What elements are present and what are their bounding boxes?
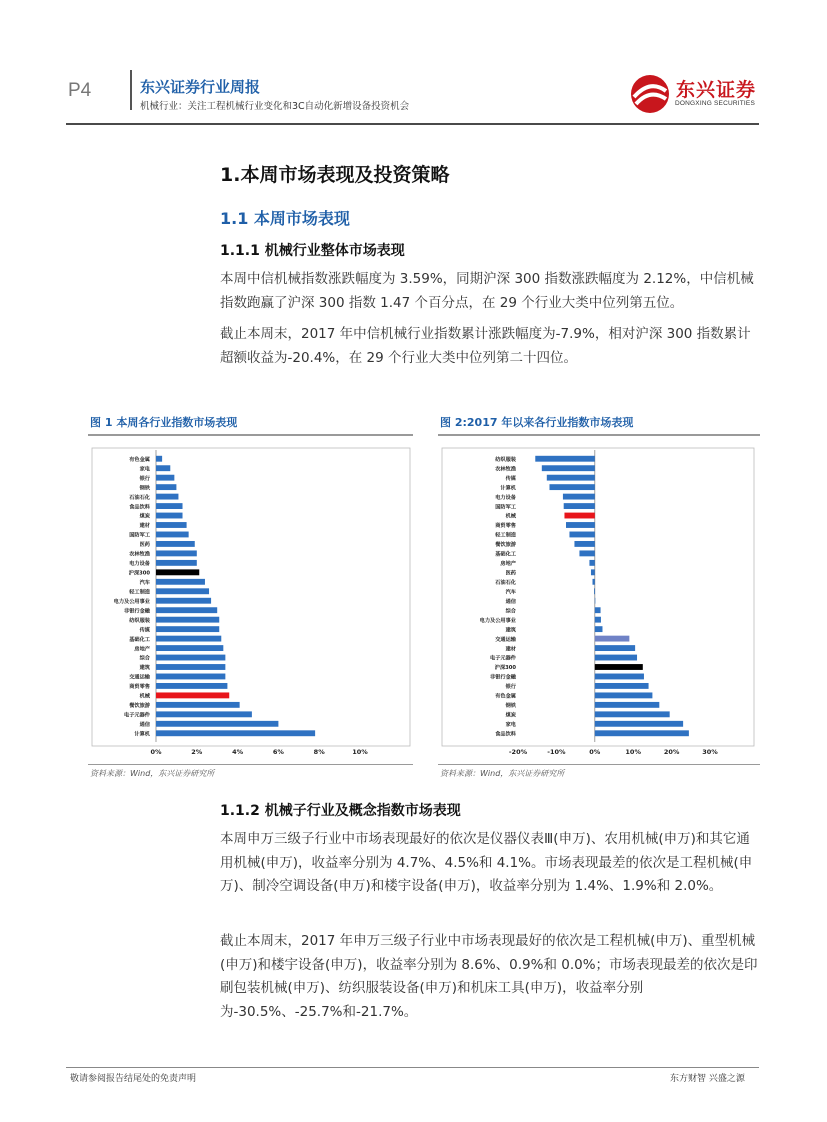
figure-1-svg xyxy=(88,440,418,760)
paragraph xyxy=(220,930,760,1024)
chart1-bar-27 xyxy=(156,711,252,717)
chart2-bar-21 xyxy=(595,655,637,661)
chart1-bar-8 xyxy=(156,532,189,538)
chart2-category-label: 基础化工 xyxy=(495,551,516,558)
paragraph xyxy=(220,828,760,899)
chart1-category-label: 沪深300 xyxy=(128,570,150,577)
chart2-bar-16 xyxy=(595,607,601,613)
header-divider xyxy=(130,70,132,110)
chart1-bar-10 xyxy=(156,550,197,556)
chart2-bar-5 xyxy=(564,503,595,509)
chart2-category-label: 轻工制造 xyxy=(495,532,516,539)
chart2-x-tick-label: 30% xyxy=(702,748,718,756)
chart2-bar-2 xyxy=(547,475,595,481)
chart1-category-label: 通信 xyxy=(139,722,150,728)
chart2-bar-10 xyxy=(579,550,594,556)
chart2-category-label: 国防军工 xyxy=(495,504,516,511)
chart1-category-label: 基础化工 xyxy=(129,636,150,643)
chart1-bar-26 xyxy=(156,702,240,708)
chart1-category-label: 纺织服装 xyxy=(129,617,150,624)
chart1-category-label: 机械 xyxy=(139,693,150,700)
paragraph-text: 截止本周末，2017 年中信机械行业指数累计涨跌幅度为-7.9%，相对沪深 300 指数累计超额收益为-20.4%，在 29 个行业大类中位列第二十四位。 xyxy=(220,326,751,366)
chart2-x-tick-label: 0% xyxy=(589,748,601,756)
chart1-bar-9 xyxy=(156,541,195,547)
paragraph xyxy=(220,268,760,315)
chart2-bar-9 xyxy=(574,541,594,547)
chart2-category-label: 农林牧渔 xyxy=(495,466,516,473)
chart2-bar-23 xyxy=(595,674,644,680)
footer-disclaimer: 敬请参阅报告结尾处的免责声明 xyxy=(70,1074,197,1084)
figure-2-svg xyxy=(438,440,760,760)
plot-frame xyxy=(92,448,410,746)
figure-2-chart xyxy=(438,440,760,760)
chart1-bar-23 xyxy=(156,674,225,680)
chart1-x-tick-label: 0% xyxy=(150,748,162,756)
chart2-category-label: 有色金属 xyxy=(495,693,516,700)
chart1-category-label: 餐饮旅游 xyxy=(129,703,150,710)
chart2-x-tick-label: 10% xyxy=(625,748,641,756)
chart1-bar-22 xyxy=(156,664,225,670)
paragraph-text: 本周中信机械指数涨跌幅度为 3.59%，同期沪深 300 指数涨跌幅度为 2.12%，中信机械指数跑赢了沪深 300 指数 1.47 个百分点，在 29 个行业大类中位列第五位。 xyxy=(220,271,754,311)
chart2-category-label: 餐饮旅游 xyxy=(495,542,516,549)
chart2-category-label: 医药 xyxy=(505,570,516,577)
chart1-category-label: 食品饮料 xyxy=(129,504,150,511)
chart1-bar-4 xyxy=(156,494,178,500)
chart2-category-label: 建筑 xyxy=(505,627,516,634)
chart1-bar-24 xyxy=(156,683,227,689)
chart1-category-label: 电力设备 xyxy=(129,561,150,568)
chart1-bar-2 xyxy=(156,475,174,481)
report-subtitle: 机械行业：关注工程机械行业变化和3C自动化新增设备投资机会 xyxy=(140,101,410,112)
chart2-category-label: 商贸零售 xyxy=(495,523,516,530)
chart2-bar-12 xyxy=(591,569,595,575)
chart1-category-label: 家电 xyxy=(139,466,150,473)
section-heading-1-1-1: 1.1.1 机械行业整体市场表现 xyxy=(220,243,405,259)
chart1-bar-13 xyxy=(156,579,205,585)
chart2-bar-13 xyxy=(592,579,594,585)
chart1-category-label: 建筑 xyxy=(139,665,150,672)
chart2-category-label: 综合 xyxy=(505,608,516,615)
chart2-bar-18 xyxy=(595,626,603,632)
chart1-category-label: 国防军工 xyxy=(129,532,150,539)
chart1-category-label: 非银行金融 xyxy=(124,608,150,615)
chart2-category-label: 计算机 xyxy=(500,485,516,492)
chart2-x-tick-label: -20% xyxy=(508,748,528,756)
chart1-bar-20 xyxy=(156,645,223,651)
chart2-category-label: 汽车 xyxy=(505,589,516,596)
chart1-category-label: 传媒 xyxy=(139,627,150,634)
chart2-bar-25 xyxy=(595,692,653,698)
figure-2-bottom-rule xyxy=(438,764,760,765)
figure-1-top-rule xyxy=(88,434,413,436)
chart2-x-tick-label: -10% xyxy=(547,748,566,756)
chart2-bar-26 xyxy=(595,702,660,708)
chart1-x-tick-label: 10% xyxy=(352,748,368,756)
chart1-category-label: 电子元器件 xyxy=(124,712,150,719)
chart2-bar-4 xyxy=(563,494,595,500)
chart2-bar-19 xyxy=(595,636,630,642)
chart1-category-label: 汽车 xyxy=(139,580,150,586)
chart1-category-label: 轻工制造 xyxy=(129,589,150,596)
chart2-category-label: 电子元器件 xyxy=(490,655,516,662)
footer-slogan: 东方财智 兴盛之源 xyxy=(670,1074,745,1084)
figure-1-chart xyxy=(88,440,418,760)
figure-1-bottom-rule xyxy=(88,764,413,765)
chart1-x-tick-label: 4% xyxy=(232,748,244,756)
chart1-bar-11 xyxy=(156,560,197,566)
logo-text-cn: 东兴证券 xyxy=(676,79,757,101)
chart2-category-label: 房地产 xyxy=(500,561,516,568)
chart1-bar-7 xyxy=(156,522,187,528)
chart1-category-label: 电力及公用事业 xyxy=(113,598,150,605)
chart2-bar-0 xyxy=(535,456,595,462)
paragraph-text: 本周申万三级子行业中市场表现最好的依次是仪器仪表Ⅲ(申万)、农用机械(申万)和其它通用机械(申万)，收益率分别为 4.7%、4.5%和 4.1%。市场表现最差的依次是工程机械(申万)、制冷空调设备(申万)和楼宇设备(申万)，收益率分别为 1.4%、1.9%和 2.0%。 xyxy=(220,831,753,894)
chart2-bar-15 xyxy=(595,598,596,604)
chart1-bar-15 xyxy=(156,598,211,604)
chart2-category-label: 煤炭 xyxy=(505,712,516,719)
section-heading-1: 1.本周市场表现及投资策略 xyxy=(220,164,450,186)
section-heading-1-1-2: 1.1.2 机械子行业及概念指数市场表现 xyxy=(220,803,461,819)
chart2-category-label: 家电 xyxy=(505,722,516,728)
chart1-bar-19 xyxy=(156,636,221,642)
chart2-category-label: 非银行金融 xyxy=(490,674,516,681)
chart2-bar-6 xyxy=(564,513,594,519)
page-number: P4 xyxy=(68,80,92,101)
chart1-category-label: 交通运输 xyxy=(129,674,150,681)
chart2-category-label: 电力设备 xyxy=(495,494,516,501)
chart1-bar-1 xyxy=(156,465,170,471)
chart1-bar-29 xyxy=(156,730,315,736)
chart1-bar-21 xyxy=(156,655,225,661)
chart2-category-label: 食品饮料 xyxy=(495,731,516,738)
chart1-category-label: 银行 xyxy=(139,475,150,482)
chart1-category-label: 钢铁 xyxy=(139,485,150,492)
chart2-category-label: 建材 xyxy=(505,646,516,653)
chart1-category-label: 商贸零售 xyxy=(129,684,150,691)
chart2-bar-8 xyxy=(569,532,594,538)
chart1-bar-3 xyxy=(156,484,176,490)
chart2-category-label: 通信 xyxy=(505,598,516,605)
chart2-category-label: 电力及公用事业 xyxy=(479,617,516,624)
header-rule xyxy=(66,123,759,125)
chart2-bar-1 xyxy=(542,465,595,471)
chart1-bar-16 xyxy=(156,607,217,613)
chart2-category-label: 沪深300 xyxy=(494,665,516,672)
chart1-category-label: 石油石化 xyxy=(129,494,150,501)
chart2-bar-3 xyxy=(549,484,594,490)
chart1-bar-5 xyxy=(156,503,183,509)
chart1-category-label: 医药 xyxy=(139,542,150,549)
chart2-bar-11 xyxy=(589,560,594,566)
chart1-category-label: 综合 xyxy=(139,655,150,662)
chart1-x-tick-label: 6% xyxy=(272,748,284,756)
figure-1-source: 资料来源：Wind，东兴证券研究所 xyxy=(90,769,215,778)
chart1-category-label: 房地产 xyxy=(134,646,150,653)
figure-1-title: 图 1 本周各行业指数市场表现 xyxy=(90,416,238,429)
chart1-bar-14 xyxy=(156,588,209,594)
paragraph-text: 截止本周末，2017 年申万三级子行业中市场表现最好的依次是工程机械(申万)、重型机械(申万)和楼宇设备(申万)，收益率分别为 8.6%、0.9%和 0.0%；市场表现最差的依次是印刷包装机械(申万)、纺织服装设备(申万)和机床工具(申万)，收益率分别为-30.5%、-25.7%和-21.7%。 xyxy=(220,933,758,1020)
chart1-category-label: 煤炭 xyxy=(139,513,150,520)
chart2-bar-27 xyxy=(595,711,670,717)
chart2-bar-28 xyxy=(595,721,683,727)
plot-frame xyxy=(442,448,754,746)
figure-2-title: 图 2:2017 年以来各行业指数市场表现 xyxy=(440,416,634,429)
chart2-bar-7 xyxy=(566,522,595,528)
logo-mark-icon xyxy=(628,73,674,115)
chart2-category-label: 银行 xyxy=(505,684,516,691)
chart1-bar-18 xyxy=(156,626,219,632)
chart2-category-label: 机械 xyxy=(505,513,516,520)
chart2-bar-14 xyxy=(594,588,595,594)
chart2-bar-24 xyxy=(595,683,649,689)
footer-rule xyxy=(66,1067,759,1068)
chart2-category-label: 交通运输 xyxy=(495,636,516,643)
figure-2-top-rule xyxy=(438,434,760,436)
chart1-category-label: 建材 xyxy=(139,523,150,530)
chart2-category-label: 石油石化 xyxy=(495,580,516,586)
chart1-bar-25 xyxy=(156,692,229,698)
chart1-category-label: 有色金属 xyxy=(129,456,150,463)
chart1-bar-17 xyxy=(156,617,219,623)
chart1-bar-12 xyxy=(156,569,199,575)
chart1-category-label: 计算机 xyxy=(134,731,150,738)
paragraph xyxy=(220,323,760,370)
chart2-x-tick-label: 20% xyxy=(663,748,680,756)
chart2-bar-22 xyxy=(595,664,643,670)
chart1-category-label: 农林牧渔 xyxy=(129,551,150,558)
chart1-x-tick-label: 8% xyxy=(313,748,325,756)
report-title: 东兴证券行业周报 xyxy=(140,78,261,96)
logo-text-en: DONGXING SECURITIES xyxy=(675,100,756,107)
chart1-bar-0 xyxy=(156,456,162,462)
chart1-bar-28 xyxy=(156,721,278,727)
chart2-bar-29 xyxy=(595,730,689,736)
chart1-x-tick-label: 2% xyxy=(191,748,203,756)
chart2-category-label: 纺织服装 xyxy=(495,456,516,463)
chart2-category-label: 传媒 xyxy=(505,475,516,482)
chart2-bar-20 xyxy=(595,645,635,651)
chart2-bar-17 xyxy=(595,617,601,623)
figure-2-source: 资料来源：Wind，东兴证券研究所 xyxy=(440,769,565,778)
chart2-category-label: 钢铁 xyxy=(505,703,516,710)
company-logo xyxy=(628,73,756,117)
section-heading-1-1: 1.1 本周市场表现 xyxy=(220,209,350,228)
chart1-bar-6 xyxy=(156,513,183,519)
